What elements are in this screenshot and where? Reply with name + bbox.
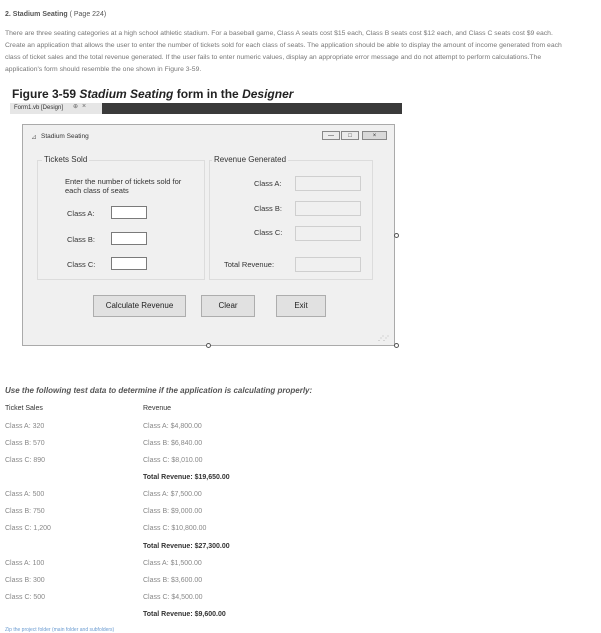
designer-tab[interactable] bbox=[10, 103, 102, 114]
figure-middle: form in the bbox=[176, 87, 239, 101]
total-revenue-value: Total Revenue: $27,300.00 bbox=[143, 543, 230, 550]
class-b-label: Class B: bbox=[67, 235, 95, 244]
instructions-label: Enter the number of tickets sold for each class of seats bbox=[65, 177, 182, 195]
total-revenue-label: Total Revenue: bbox=[224, 260, 275, 269]
figure-italic-name: Stadium Seating bbox=[79, 87, 174, 101]
question-heading bbox=[5, 11, 106, 18]
class-b-tickets-input[interactable] bbox=[111, 232, 147, 245]
sales-value: Class C: 890 bbox=[5, 457, 46, 464]
form-title: Stadium Seating bbox=[41, 133, 89, 140]
revenue-value: Class C: $10,800.00 bbox=[143, 525, 207, 532]
figure-label: Figure 3-59 bbox=[12, 87, 77, 101]
sales-value: Class B: 300 bbox=[5, 577, 45, 584]
clear-button[interactable]: Clear bbox=[201, 295, 255, 317]
revenue-class-a-label: Class A: bbox=[254, 179, 282, 188]
revenue-value: Class A: $4,800.00 bbox=[143, 423, 202, 430]
revenue-value: Class A: $7,500.00 bbox=[143, 491, 202, 498]
revenue-generated-label: Revenue Generated bbox=[214, 155, 287, 164]
resize-grip-icon[interactable]: ⋰⋰ bbox=[378, 336, 388, 342]
sales-value: Class A: 100 bbox=[5, 560, 45, 567]
class-c-tickets-input[interactable] bbox=[111, 257, 147, 270]
ticket-sales-header: Ticket Sales bbox=[5, 405, 43, 412]
footnote: Zip the project folder (main folder and subfolders) bbox=[5, 627, 115, 633]
resize-handle-bottom[interactable] bbox=[206, 343, 211, 348]
designer-tab-bar bbox=[10, 103, 402, 114]
revenue-value: Class C: $4,500.00 bbox=[143, 594, 203, 601]
close-tab-icon[interactable]: × bbox=[82, 103, 87, 110]
tickets-sold-group bbox=[37, 155, 205, 280]
revenue-value: Class B: $3,600.00 bbox=[143, 577, 203, 584]
revenue-class-b-label: Class B: bbox=[254, 204, 282, 213]
revenue-value: Class B: $9,000.00 bbox=[143, 508, 203, 515]
revenue-value: Class B: $6,840.00 bbox=[143, 440, 203, 447]
test-data-heading: Use the following test data to determine if the application is calculating properly: bbox=[5, 386, 313, 395]
revenue-value: Class A: $1,500.00 bbox=[143, 560, 202, 567]
figure-italic-tail: Designer bbox=[242, 87, 294, 101]
calculate-revenue-button[interactable]: Calculate Revenue bbox=[93, 295, 186, 317]
designer-tab-label: Form1.vb [Design] bbox=[14, 105, 64, 111]
revenue-class-b-output bbox=[295, 201, 361, 216]
sales-value: Class C: 1,200 bbox=[5, 525, 51, 532]
page-reference: ( Page 224) bbox=[69, 11, 107, 18]
revenue-header: Revenue bbox=[143, 405, 172, 412]
resize-handle-corner[interactable] bbox=[394, 343, 399, 348]
maximize-button[interactable]: □ bbox=[341, 131, 359, 140]
revenue-class-c-output bbox=[295, 226, 361, 241]
close-button[interactable]: × bbox=[362, 131, 387, 140]
question-number: 2. bbox=[5, 11, 11, 18]
sales-value: Class B: 570 bbox=[5, 440, 45, 447]
sales-value: Class C: 500 bbox=[5, 594, 46, 601]
exit-button[interactable]: Exit bbox=[276, 295, 326, 317]
sales-value: Class B: 750 bbox=[5, 508, 45, 515]
total-revenue-output bbox=[295, 257, 361, 272]
question-title: Stadium Seating bbox=[12, 11, 68, 18]
revenue-class-a-output bbox=[295, 176, 361, 191]
revenue-value: Class C: $8,010.00 bbox=[143, 457, 203, 464]
form-window bbox=[22, 124, 395, 346]
total-revenue-value: Total Revenue: $19,650.00 bbox=[143, 474, 230, 481]
question-description: There are three seating categories at a high school athletic stadium. For a baseball game, Class A seats cost $15 each, Class B seats cost $12 each, and Class C seats cost $9 each. Create an application that allows the user to enter the number of tickets sold for each class of seats. The application should be able to display the amount of income generated from each class of ticket sales and the total revenue generated. If the user fails to enter numeric values, display an appropriate error message and do not attempt to perform calculations.The application's form should resemble the one shown in Figure 3-59. bbox=[5, 30, 562, 73]
form-titlebar bbox=[23, 125, 394, 147]
tab-bar-fill bbox=[102, 103, 402, 114]
class-a-label: Class A: bbox=[67, 209, 95, 218]
form-icon: ⊿ bbox=[31, 134, 37, 141]
pin-icon[interactable]: ⊕ bbox=[73, 104, 79, 110]
figure-title bbox=[12, 87, 293, 101]
revenue-generated-group bbox=[209, 155, 373, 280]
minimize-button[interactable]: — bbox=[322, 131, 340, 140]
class-a-tickets-input[interactable] bbox=[111, 206, 147, 219]
tickets-sold-label: Tickets Sold bbox=[44, 155, 88, 164]
total-revenue-value: Total Revenue: $9,600.00 bbox=[143, 611, 226, 618]
resize-handle-right[interactable] bbox=[394, 233, 399, 238]
sales-value: Class A: 320 bbox=[5, 423, 45, 430]
sales-value: Class A: 500 bbox=[5, 491, 45, 498]
class-c-label: Class C: bbox=[67, 260, 96, 269]
revenue-class-c-label: Class C: bbox=[254, 228, 283, 237]
